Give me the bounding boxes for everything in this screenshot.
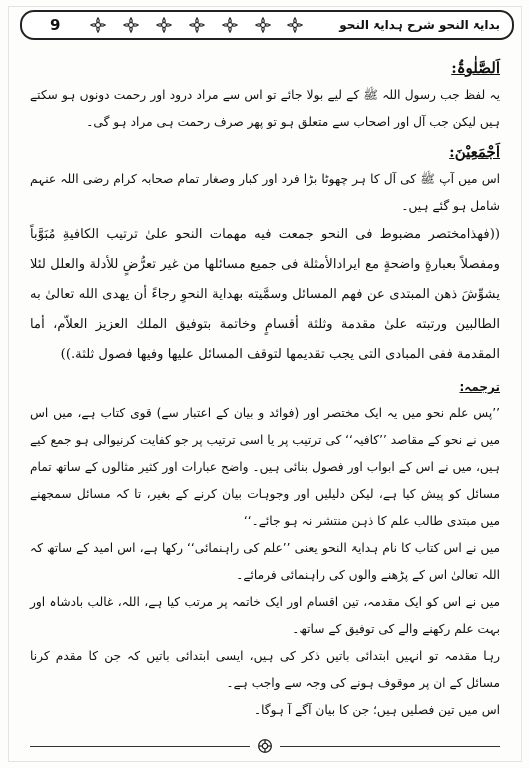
page-header (20, 10, 514, 40)
floral-rosette-icon (156, 17, 172, 33)
page-content (30, 56, 500, 724)
translation-paragraph-2: میں نے اس کتاب کا نام ہدایۃ النحو یعنی ’’علم کی راہنمائی‘‘ رکھا ہے، اس امید کے ساتھ کہ اللہ تعالیٰ اس کے پڑھنے والوں کی راہنمائی فرمائے۔ (30, 541, 500, 582)
floral-rosette-icon (123, 17, 139, 33)
salat-paragraph: یہ لفظ جب رسول اللہ ﷺ کے لیے بولا جائے تو اس سے مراد درود اور رحمت دونوں ہو سکتے ہیں لیکن جب آل اور اصحاب سے متعلق ہو تو پھر صرف رحمت ہی مراد ہو گی۔ (30, 88, 500, 129)
floral-rosette-icon (90, 17, 106, 33)
floral-rosette-icon (255, 17, 271, 33)
ajmaeen-heading: اَجْمَعِیْنَ: (449, 143, 500, 161)
footer-rule-right (280, 746, 500, 747)
footer-rule-left (30, 746, 250, 747)
translation-paragraph-1: ’’پس علم نحو میں یہ ایک مختصر اور (فوائد و بیان کے اعتبار سے) قوی کتاب ہے، میں اس میں نے نحو کے مقاصد ’’کافیہ‘‘ کی ترتیب پر یا اسی ترتیب پر جو کفایت کرنیوالی ہو جمع کیے ہیں، میں نے اس کے ابواب اور فصول بنائی ہیں۔ واضح عبارات اور کثیر مثالوں کے ساتھ تمام مسائل کو پیش کیا ہے، لیکن دلیلیں اور وجوہات بیان کرنے کے بغیر، تا کہ مسائل سمجھنے میں مبتدی طالب علم کا ذہن منتشر نہ ہو جائے۔‘‘ (30, 406, 500, 528)
ajmaeen-paragraph: اس میں آپ ﷺ کی آل کا ہر چھوٹا بڑا فرد اور کبار وصغار تمام صحابہ کرام رضی اللہ عنہم شامل ہو گئے ہیں۔ (30, 172, 500, 213)
running-title: بدایۃ النحو شرح ہدایۃ النحو (335, 18, 504, 32)
translation-paragraph-3: میں نے اس کو ایک مقدمہ، تین اقسام اور ایک خاتمہ پر مرتب کیا ہے، اللہ، غالب بادشاہ اور بہت علم رکھنے والے کی توفیق کے ساتھ۔ (30, 595, 500, 636)
arabic-source-text: ((فهذامختصر مضبوط فى النحو جمعت فيه مهمات النحو علىٰ ترتيب الكافيةِ مُبَوَّباً ومفصلاً بعبارةٍ واضحةٍ مع ايرادالأمثلة فى جميع مسائلها من غير تعرُّضٍ للأدلة والعلل لئلا يشوِّشَ ذهن المبتدى عن فهم المسائل وسمَّيته بهداية النحوِ رجاءً أن يهدى الله تعالىٰ به الطالبين ورتبته علىٰ مقدمة وثلثة أقسامٍ وخاتمة بتوفيق الملك العزيز العلاّم، أما المقدمة ففى المبادى التى يجب تقديمها لتوقف المسائل عليها وفيها فصول ثلثة.)) (30, 227, 500, 362)
translation-heading: ترجمہ: (459, 380, 500, 394)
floral-rosette-icon (256, 737, 274, 755)
page-number: 9 (50, 16, 61, 34)
translation-paragraph-4: رہا مقدمہ تو انہیں ابتدائی باتیں ذکر کی ہیں، ایسی ابتدائی باتیں کہ جن کا مقدم کرنا مسائل کے ان پر موقوف ہونے کی وجہ سے واجب ہے۔ (30, 649, 500, 690)
salat-heading: اَلصَّلٰوۃُ: (451, 59, 500, 77)
translation-paragraph-5: اس میں تین فصلیں ہیں؛ جن کا بیان آگے آ ہوگا۔ (253, 703, 500, 717)
floral-rosette-icon (189, 17, 205, 33)
floral-rosette-icon (287, 17, 303, 33)
floral-rosette-icon (222, 17, 238, 33)
footer-ornament (30, 738, 500, 754)
header-ornament-row (82, 16, 312, 34)
